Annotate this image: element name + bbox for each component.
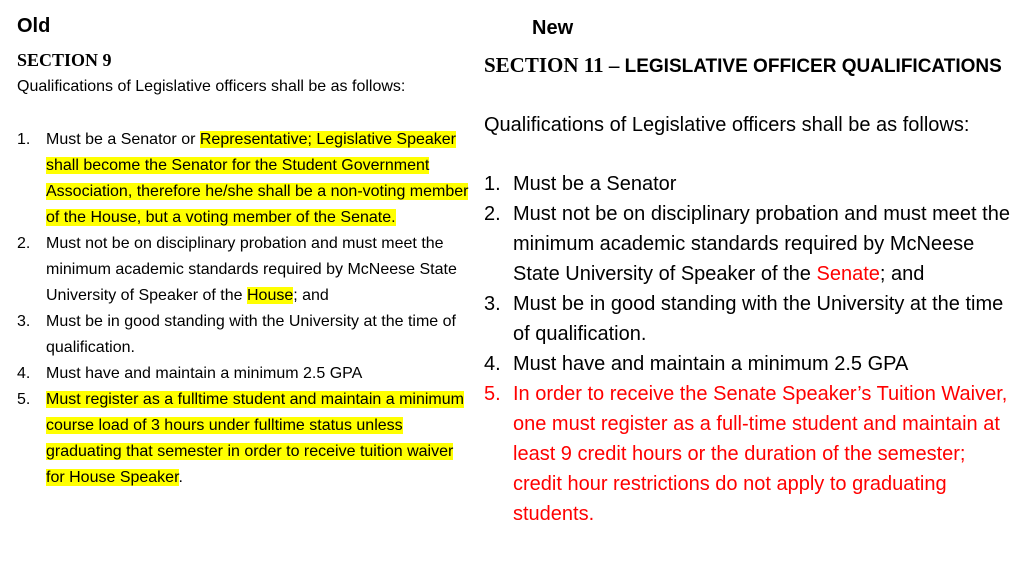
old-intro: Qualifications of Legislative officers shall be as follows: [17, 78, 406, 95]
old-list-item-5 [17, 387, 472, 491]
new-section-subtitle: LEGISLATIVE OFFICER QUALIFICATIONS [624, 56, 1002, 77]
new-list-item-3 [484, 289, 1012, 349]
changed-text: Senate [816, 263, 880, 285]
old-list-item-3 [17, 309, 472, 361]
list-number: 2. [17, 235, 31, 252]
item-text: Must have and maintain a minimum 2.5 GPA [513, 353, 909, 375]
list-number: 4. [17, 365, 31, 382]
old-section-label: SECTION 9 [17, 50, 112, 70]
item-text-suffix: ; and [879, 263, 925, 285]
item-text: Must be in good standing with the University at the time of qualification. [513, 293, 1004, 345]
new-intro: Qualifications of Legislative officers shall be as follows: [484, 114, 970, 136]
list-number: 3. [17, 313, 31, 330]
old-heading: Old [17, 15, 51, 37]
list-number: 2. [484, 203, 501, 225]
item-text: Must be a Senator or [46, 131, 200, 148]
old-list [17, 127, 472, 491]
highlighted-text: Must register as a fulltime student and maintain a minimum course load of 3 hours under fulltime status unless graduating that semester in order to receive tuition waiver for House Speaker [46, 391, 464, 486]
new-list-item-2 [484, 199, 1012, 289]
item-text: Must not be on disciplinary probation and must meet the minimum academic standards required by McNeese State University of Speaker of the [513, 203, 1010, 285]
changed-text: In order to receive the Senate Speaker’s Tuition Waiver, one must register as a full-time student and maintain at least 9 credit hours or the duration of the semester; credit hour restrictions do not apply to graduating students. [513, 383, 1008, 525]
item-text: Must be a Senator [513, 173, 677, 195]
highlighted-text: House [246, 287, 294, 304]
item-text-suffix: ; and [293, 287, 329, 304]
list-number: 1. [17, 131, 31, 148]
new-list-item-4 [484, 349, 1012, 379]
item-text: Must have and maintain a minimum 2.5 GPA [46, 365, 363, 382]
old-list-item-4 [17, 361, 472, 387]
new-list-item-1 [484, 169, 1012, 199]
new-section-title [484, 50, 1014, 82]
list-number: 5. [484, 383, 501, 405]
new-section-label: SECTION 11 [484, 53, 604, 77]
list-number: 4. [484, 353, 501, 375]
old-list-item-1 [17, 127, 472, 231]
list-number: 3. [484, 293, 501, 315]
new-list-item-5 [484, 379, 1012, 529]
old-list-item-2 [17, 231, 472, 309]
list-number: 1. [484, 173, 501, 195]
item-text: Must not be on disciplinary probation and must meet the minimum academic standards required by McNeese State University of Speaker of the [46, 235, 457, 304]
new-list [484, 169, 1012, 529]
highlighted-text: Representative; Legislative Speaker shall become the Senator for the Student Government Association, therefore he/she shall be a non-voting member of the House, but a voting member of the Senate. [46, 131, 469, 226]
new-heading: New [532, 17, 574, 39]
section-dash: – [603, 53, 625, 77]
item-text-suffix: . [178, 469, 183, 486]
list-number: 5. [17, 391, 31, 408]
item-text: Must be in good standing with the University at the time of qualification. [46, 313, 456, 356]
